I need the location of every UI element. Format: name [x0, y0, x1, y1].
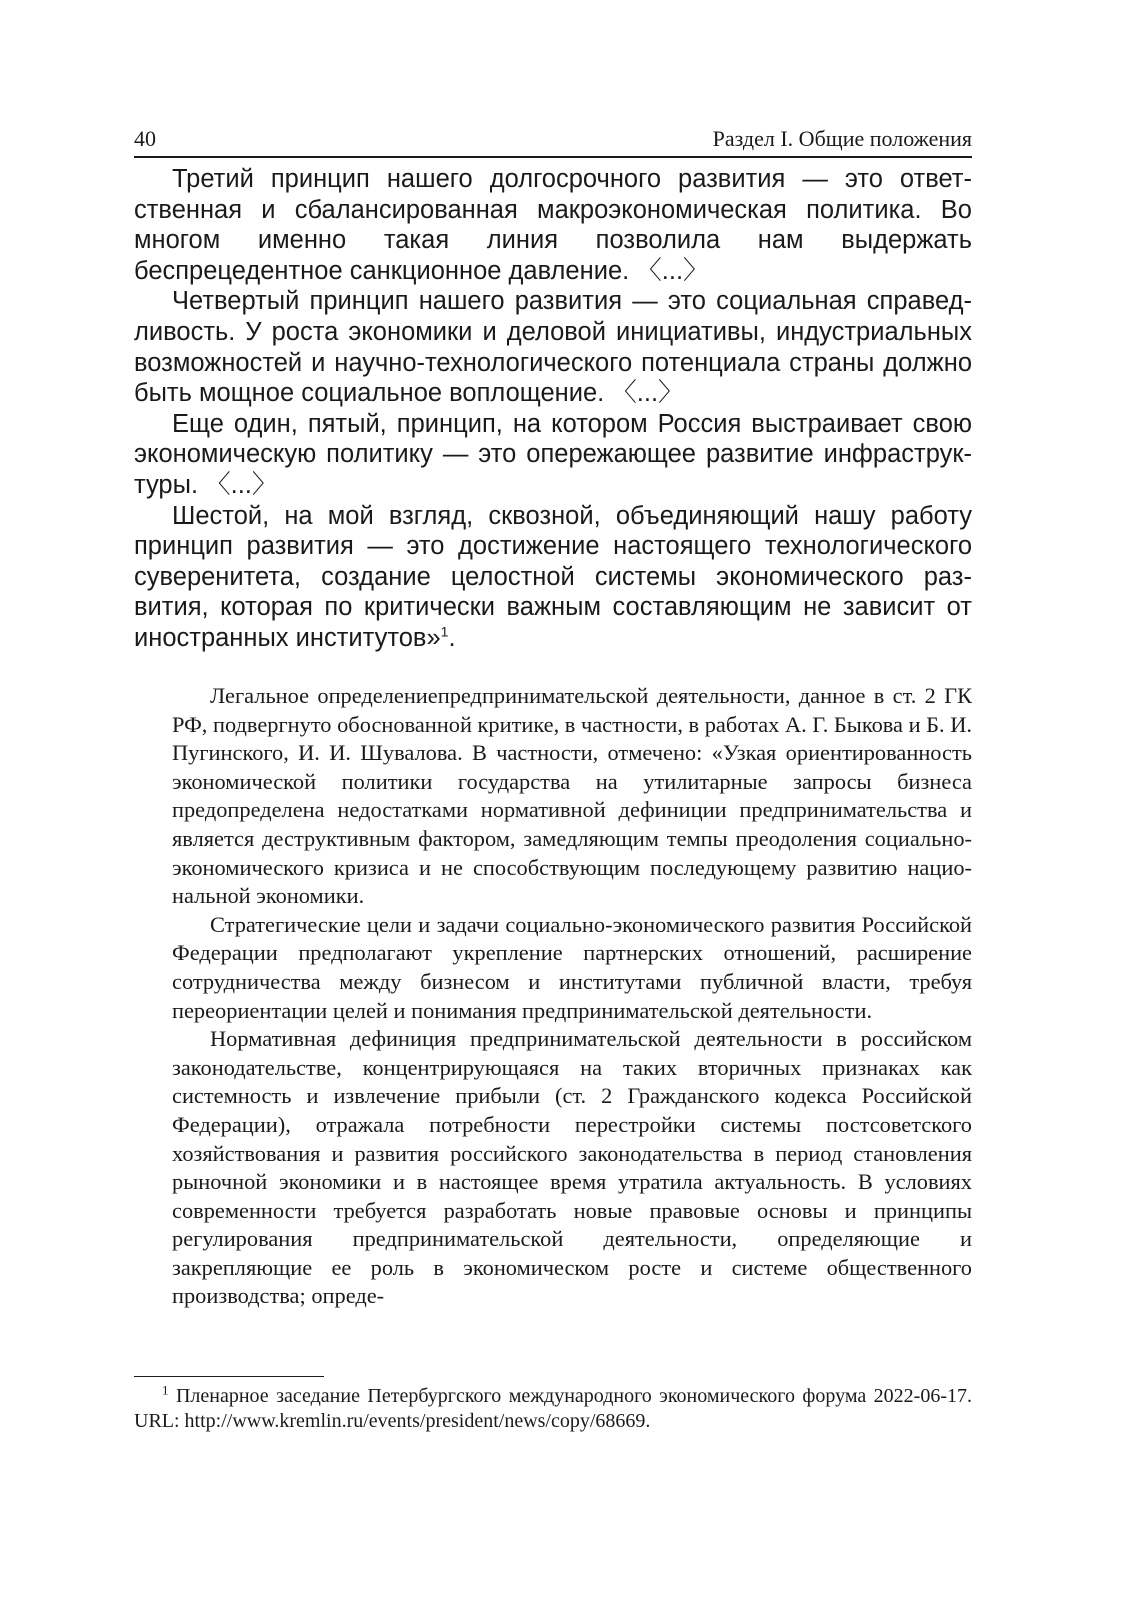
commentary-paragraph: Нормативная дефиниция предпринимательской деятельности в российском законодательстве, концентрирующаяся на таких вторичных признаках как системность и извлечение прибыли (ст. 2 Гражданского кодекса Российской Федерации), отражала потребности перестройки системы постсоветского хозяйствования и развития российского законодательства в период становления рыночной экономики и в настоящее время утратила актуальность. В условиях современности требуется разработать новые правовые основы и принципы регулирования предпринимательской деятельности, определяющие и закрепляющие ее роль в экономическом росте и системе общественного производства; опреде- — [172, 1026, 972, 1309]
main-paragraph: Четвертый принцип нашего развития — это социальная справедливость. У роста экономики и деловой инициативы, индустриальных возможностей и научно-технологического потенциала страны должно быть мощное социальное воплощение. 〈...〉 — [134, 287, 972, 408]
commentary-text — [172, 682, 972, 1311]
main-paragraph-text: Шестой, на мой взгляд, сквозной, объединяющий нашу работу принцип развития — это достижение настоящего технологического суверенитета, создание целостной системы экономического развития, которая по критически важным составляющим не зависит от иностранных институтов» — [134, 501, 972, 652]
main-paragraph-last — [134, 501, 972, 654]
paragraph-end-punctuation: . — [448, 623, 456, 652]
commentary-paragraph: Стратегические цели и задачи социально-экономического развития Российской Федерации предполагают укрепление партнерских отношений, расширение сотрудничества между бизнесом и институтами публичной власти, требуя переориентации целей и понимания предпринимательской деятельности. — [172, 911, 972, 1023]
footnote-reference: 1 — [440, 623, 449, 640]
section-title: Раздел I. Общие положения — [712, 126, 972, 151]
quoted-main-text — [134, 164, 972, 654]
running-header — [134, 116, 972, 158]
footnote-divider — [134, 1376, 324, 1377]
footnote — [134, 1384, 972, 1434]
main-paragraph: Третий принцип нашего долгосрочного развития — это ответственная и сбалансированная макроэкономическая политика. Во многом именно такая линия позволила нам выдержать беспрецедентное санкционное давление. 〈...〉 — [134, 165, 972, 285]
footnote-mark: 1 — [162, 1382, 169, 1398]
page-number: 40 — [134, 126, 156, 151]
footnote-paragraph — [134, 1384, 972, 1434]
commentary-paragraph: Легальное определениепредпринимательской деятельности, данное в ст. 2 ГК РФ, подвергнуто обоснованной критике, в частности, в работах А. Г. Быкова и Б. И. Пугинского, И. И. Шувалова. В частности, отмечено: «Узкая ориентированность экономической политики государства на утилитарные запросы бизнеса предопределена недостатками нормативной дефиниции предпринимательства и является деструктивным фактором, замедляющим темпы преодоления социально-экономического кризиса и не способствующим последующему развитию национальной экономики. — [172, 683, 972, 909]
main-paragraph: Еще один, пятый, принцип, на котором Россия выстраивает свою экономическую политику — это опережающее развитие инфраструктуры. 〈...〉 — [134, 409, 972, 499]
footnote-text: Пленарное заседание Петербургского международного экономического форума 2022-06-17. URL: http://www.kremlin.ru/events/president/news/copy/68669. — [134, 1385, 972, 1432]
